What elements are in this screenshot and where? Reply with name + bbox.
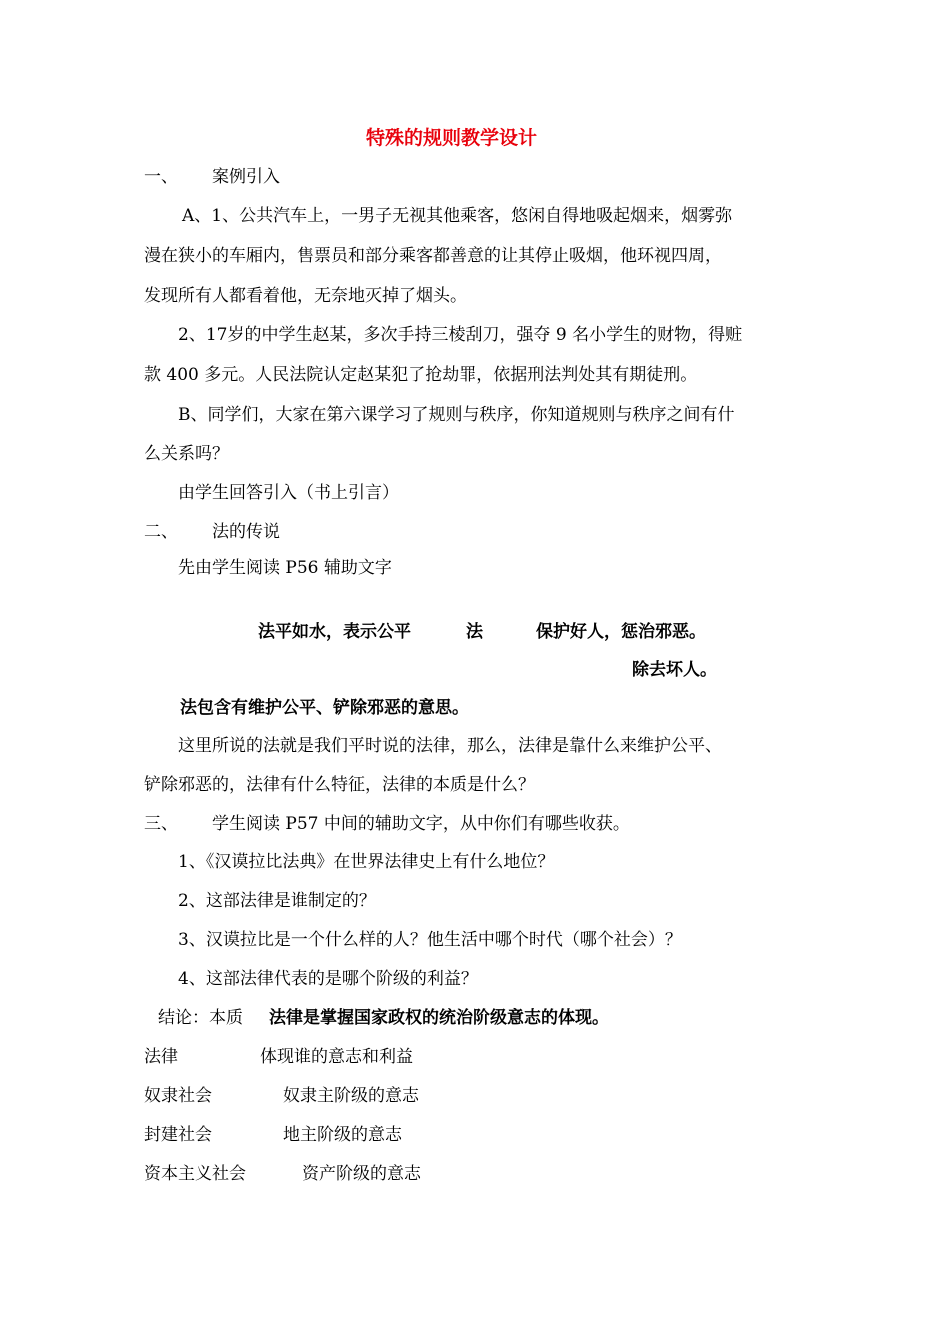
legend-right-2: 除去坏人。	[632, 660, 717, 680]
case-b-line-2: 么关系吗？	[144, 444, 229, 464]
table-row-right: 奴隶主阶级的意志	[283, 1086, 419, 1106]
section-1-number: 一、	[144, 167, 178, 187]
legend-left: 法平如水，表示公平	[258, 622, 411, 642]
conclusion-label: 结论：本质	[158, 1008, 243, 1028]
list-item: 1、《汉谟拉比法典》在世界法律史上有什么地位？	[178, 852, 555, 872]
section-3-title: 学生阅读 P57 中间的辅助文字，从中你们有哪些收获。	[212, 814, 630, 834]
table-row-left: 奴隶社会	[144, 1086, 212, 1106]
legend-center: 法	[466, 622, 483, 642]
list-item: 2、这部法律是谁制定的？	[178, 891, 376, 911]
legend-right-1: 保护好人，惩治邪恶。	[536, 622, 706, 642]
intro-text: 由学生回答引入（书上引言）	[178, 483, 399, 503]
section-1-title: 案例引入	[212, 167, 280, 187]
table-row-left: 法律	[144, 1047, 178, 1067]
case-a-line-2: 漫在狭小的车厢内，售票员和部分乘客都善意的让其停止吸烟，他环视四周，	[144, 246, 722, 266]
page-title: 特殊的规则教学设计	[366, 127, 538, 149]
list-item: 3、汉谟拉比是一个什么样的人？他生活中哪个时代（哪个社会）？	[178, 930, 682, 950]
table-row-right: 资产阶级的意志	[302, 1164, 421, 1184]
question-line-2: 铲除邪恶的，法律有什么特征，法律的本质是什么？	[144, 775, 535, 795]
table-row-left: 资本主义社会	[144, 1164, 246, 1184]
table-row-left: 封建社会	[144, 1125, 212, 1145]
section-2-number: 二、	[144, 522, 178, 542]
case-2-line-1: 2、17岁的中学生赵某，多次手持三棱刮刀，强夺 9 名小学生的财物，得赃	[178, 325, 743, 345]
case-a-line-1: A、1、公共汽车上，一男子无视其他乘客，悠闲自得地吸起烟来，烟雾弥	[182, 206, 733, 226]
table-row-right: 地主阶级的意志	[283, 1125, 402, 1145]
case-a-line-3: 发现所有人都看着他，无奈地灭掉了烟头。	[144, 286, 467, 306]
case-b-line-1: B、同学们，大家在第六课学习了规则与秩序，你知道规则与秩序之间有什	[178, 405, 735, 425]
list-item: 4、这部法律代表的是哪个阶级的利益？	[178, 969, 478, 989]
meaning-text: 法包含有维护公平、铲除邪恶的意思。	[180, 698, 469, 718]
table-row-right: 体现谁的意志和利益	[260, 1047, 413, 1067]
section-2-title: 法的传说	[212, 522, 280, 542]
conclusion-text: 法律是掌握国家政权的统治阶级意志的体现。	[269, 1008, 609, 1028]
case-2-line-2: 款 400 多元。人民法院认定赵某犯了抢劫罪，依据刑法判处其有期徒刑。	[144, 365, 698, 385]
read-instruction: 先由学生阅读 P56 辅助文字	[178, 558, 392, 578]
question-line-1: 这里所说的法就是我们平时说的法律，那么，法律是靠什么来维护公平、	[178, 736, 722, 756]
section-3-number: 三、	[144, 814, 178, 834]
